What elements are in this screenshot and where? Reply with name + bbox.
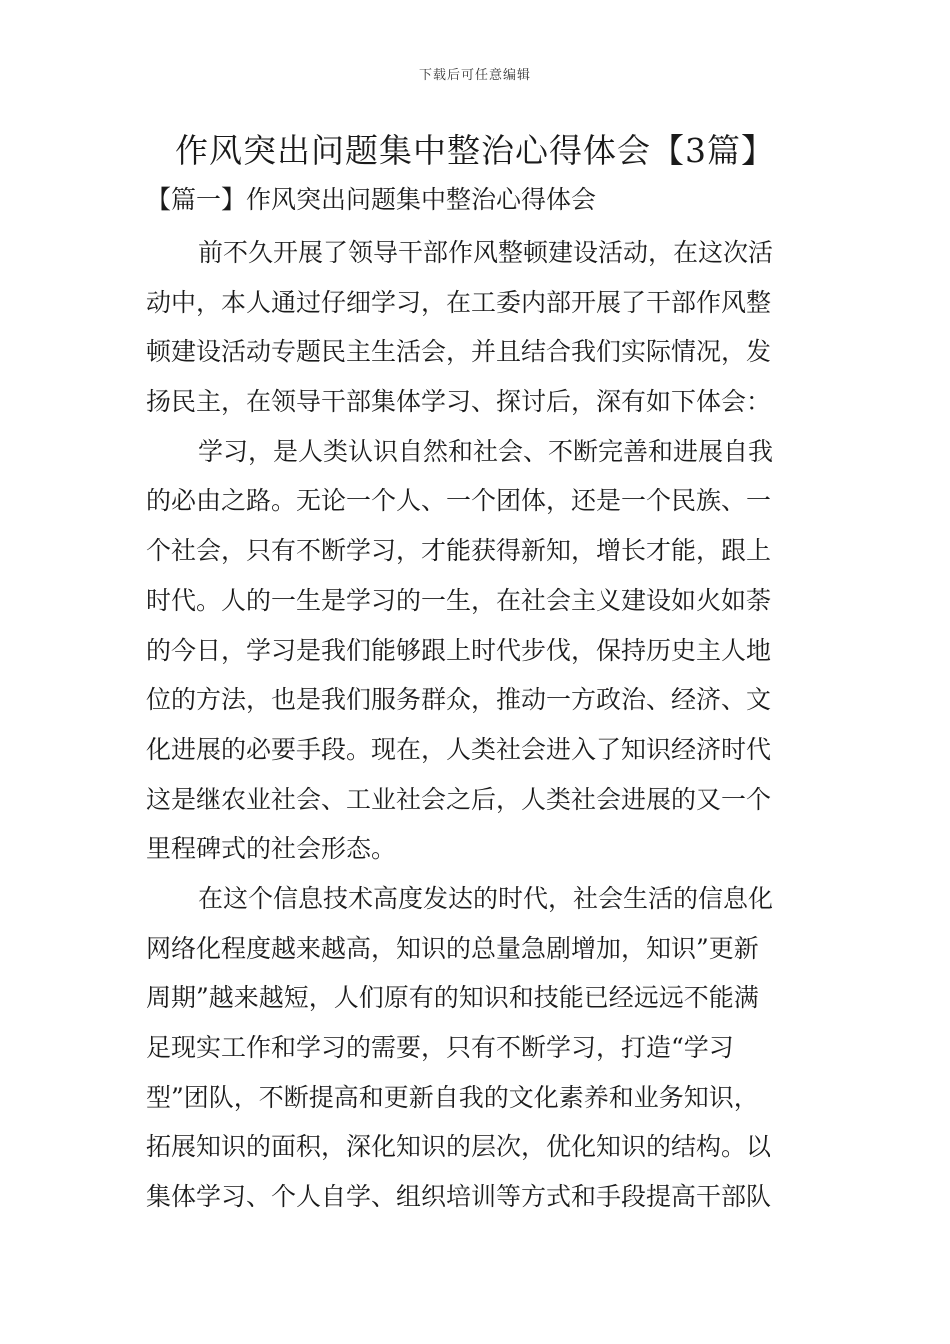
text-line: 前不久开展了领导干部作风整顿建设活动，在这次活: [198, 238, 774, 267]
text-line: 周期”越来越短，人们原有的知识和技能已经远远不能满: [146, 983, 759, 1013]
text-line: 的必由之路。无论一个人、一个团体，还是一个民族、一: [146, 486, 772, 516]
text-line: 这是继农业社会、工业社会之后，人类社会进展的又一个: [146, 784, 772, 814]
text-line: 的今日，学习是我们能够跟上时代步伐，保持历史主人地: [146, 635, 772, 665]
text-line: 在这个信息技术高度发达的时代，社会生活的信息化: [198, 883, 774, 913]
text-line: 位的方法，也是我们服务群众，推动一方政治、经济、文: [146, 685, 772, 715]
text-line: 拓展知识的面积，深化知识的层次，优化知识的结构。以: [146, 1132, 772, 1162]
text-line: 动中，本人通过仔细学习，在工委内部开展了干部作风整: [146, 287, 772, 317]
paragraph-1: [146, 228, 806, 427]
text-line: 时代。人的一生是学习的一生，在社会主义建设如火如荼: [146, 585, 772, 615]
text-line: 集体学习、个人自学、组织培训等方式和手段提高干部队: [146, 1182, 772, 1212]
text-line: 化进展的必要手段。现在，人类社会进入了知识经济时代: [146, 734, 772, 764]
text-line: 顿建设活动专题民主生活会，并且结合我们实际情况，发: [146, 337, 772, 367]
paragraph-2: [146, 427, 806, 874]
text-line: 足现实工作和学习的需要，只有不断学习，打造“学习: [146, 1033, 734, 1062]
text-line: 学习，是人类认识自然和社会、不断完善和进展自我: [198, 436, 774, 466]
text-line: 个社会，只有不断学习，才能获得新知，增长才能，跟上: [146, 536, 772, 566]
paragraph-3: [146, 874, 806, 1222]
document-body: [146, 228, 806, 1222]
text-line: 扬民主，在领导干部集体学习、探讨后，深有如下体会：: [146, 387, 772, 417]
text-line: 里程碑式的社会形态。: [146, 834, 397, 864]
text-line: 型”团队，不断提高和更新自我的文化素养和业务知识，: [146, 1082, 759, 1112]
document-title: 作风突出问题集中整治心得体会【3篇】: [175, 131, 775, 170]
section-heading: 【篇一】作风突出问题集中整治心得体会: [146, 185, 597, 214]
text-line: 网络化程度越来越高，知识的总量急剧增加，知识”更新: [146, 933, 759, 963]
header-note: 下载后可任意编辑: [418, 68, 531, 83]
